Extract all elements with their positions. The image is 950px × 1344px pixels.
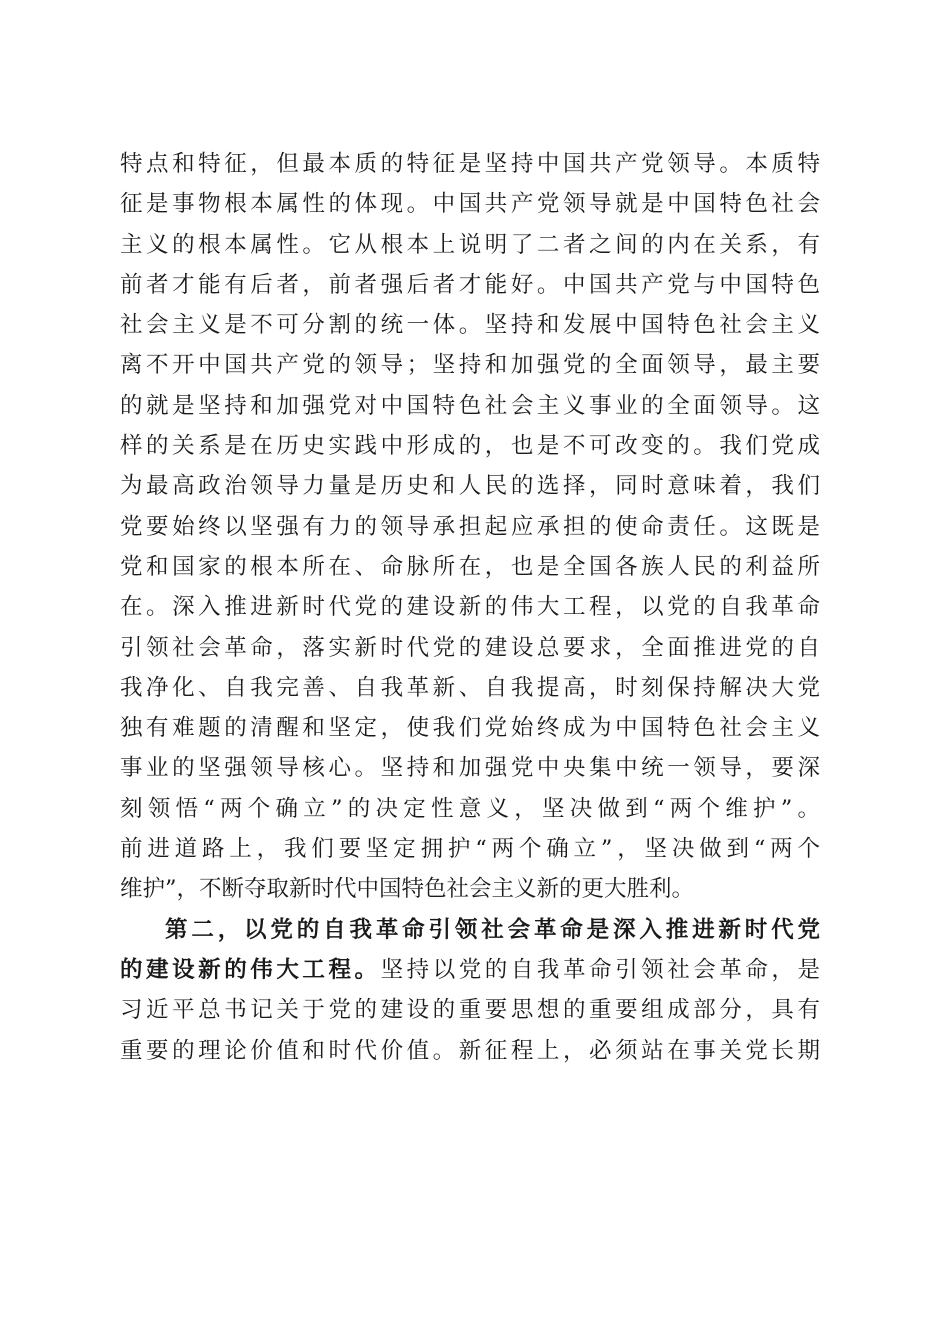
- paragraph-2-line-4: 重要的理论价值和时代价值。新征程上，必须站在事关党长期: [120, 1037, 820, 1064]
- paragraph-1-line-18: 前进道路上，我们要坚定拥护“两个确立”，坚决做到“两个: [120, 836, 820, 863]
- paragraph-1-line-17: 刻领悟“两个确立”的决定性意义，坚决做到“两个维护”。: [120, 795, 820, 822]
- paragraph-1-line-3: 主义的根本属性。它从根本上说明了二者之间的内在关系，有: [120, 231, 820, 258]
- paragraph-2-line-2-rest: 坚持以党的自我革命引领社会革命，是: [380, 956, 820, 983]
- paragraph-1-line-7: 的就是坚持和加强党对中国特色社会主义事业的全面领导。这: [120, 392, 820, 419]
- paragraph-2-line-3: 习近平总书记关于党的建设的重要思想的重要组成部分，具有: [120, 997, 820, 1024]
- paragraph-1-line-12: 在。深入推进新时代党的建设新的伟大工程，以党的自我革命: [120, 594, 820, 621]
- paragraph-1-line-2: 征是事物根本属性的体现。中国共产党领导就是中国特色社会: [120, 191, 820, 218]
- paragraph-1-line-9: 为最高政治领导力量是历史和人民的选择，同时意味着，我们: [120, 473, 820, 500]
- document-body: [120, 144, 820, 1071]
- paragraph-1-line-6: 离不开中国共产党的领导；坚持和加强党的全面领导，最主要: [120, 352, 820, 379]
- paragraph-1-line-11: 党和国家的根本所在、命脉所在，也是全国各族人民的利益所: [120, 553, 820, 580]
- paragraph-2-line-2: [120, 950, 820, 990]
- paragraph-1-line-5: 社会主义是不可分割的统一体。坚持和发展中国特色社会主义: [120, 312, 820, 339]
- paragraph-1-line-15: 独有难题的清醒和坚定，使我们党始终成为中国特色社会主义: [120, 715, 820, 742]
- paragraph-1-line-13: 引领社会革命，落实新时代党的建设总要求，全面推进党的自: [120, 634, 820, 661]
- paragraph-1-line-4: 前者才能有后者，前者强后者才能好。中国共产党与中国特色: [120, 271, 820, 298]
- paragraph-1-line-19: 维护”，不断夺取新时代中国特色社会主义新的更大胜利。: [120, 876, 695, 903]
- paragraph-1-line-14: 我净化、自我完善、自我革新、自我提高，时刻保持解决大党: [120, 674, 820, 701]
- paragraph-1-line-8: 样的关系是在历史实践中形成的，也是不可改变的。我们党成: [120, 433, 820, 460]
- paragraph-1-line-16: 事业的坚强领导核心。坚持和加强党中央集中统一领导，要深: [120, 755, 820, 782]
- paragraph-2-heading-line-2: 的建设新的伟大工程。: [120, 956, 381, 983]
- paragraph-1-line-10: 党要始终以坚强有力的领导承担起应承担的使命责任。这既是: [120, 513, 820, 540]
- paragraph-1-line-1: 特点和特征，但最本质的特征是坚持中国共产党领导。本质特: [120, 151, 820, 177]
- paragraph-2-heading-line-1: 第二，以党的自我革命引领社会革命是深入推进新时代党: [165, 916, 820, 943]
